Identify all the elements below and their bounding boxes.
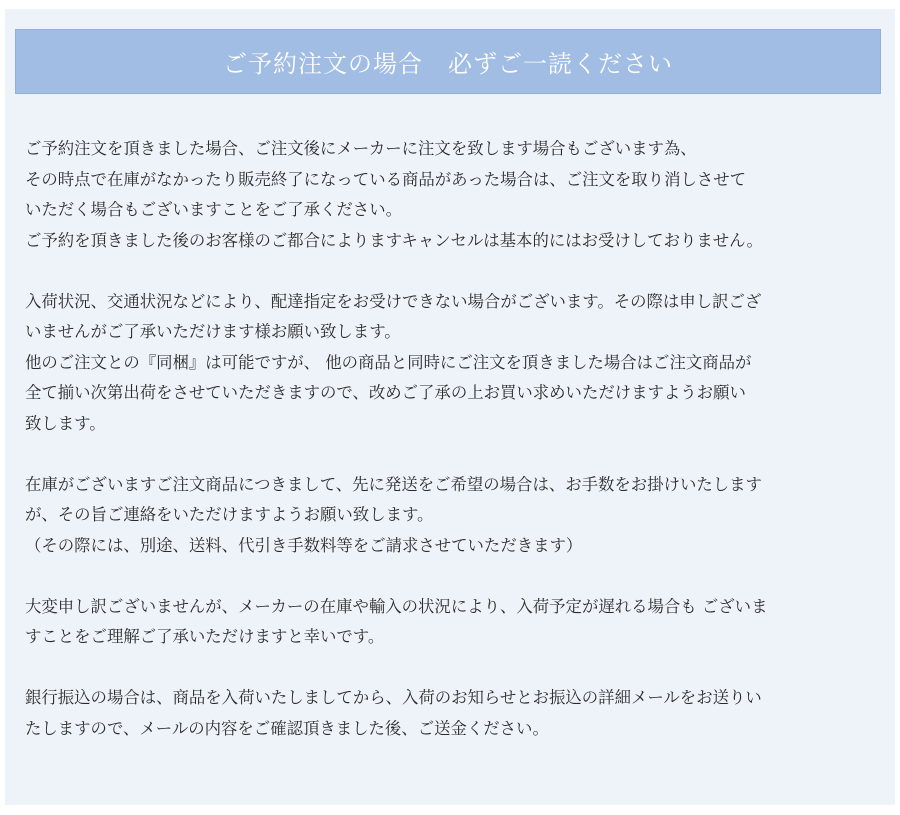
notice-title: ご予約注文の場合 必ずご一読ください [223,50,673,78]
text-line: （その際には、別途、送料、代引き手数料等をご請求させていただきます） [25,535,583,555]
text-line: 在庫がございますご注文商品につきまして、先に発送をご希望の場合は、お手数をお掛けいたします [25,474,762,494]
paragraph-delivery [25,287,887,440]
notice-header-bar [15,29,881,94]
text-line: ご予約注文を頂きました場合、ご注文後にメーカーに注文を致します場合もございます為、 [25,139,697,158]
paragraph-delay [25,592,887,653]
text-line: いただく場合もございますことをご了承ください。 [25,200,402,219]
paragraph-separate-shipping [25,470,887,562]
text-line: 他のご注文との『同梱』は可能ですが、 他の商品と同時にご注文を頂きました場合はご注文商品が [25,352,752,372]
text-line: ご予約を頂きました後のお客様のご都合によりますキャンセルは基本的にはお受けしておりません。 [25,230,763,250]
paragraph-bank-transfer [25,683,887,744]
text-line: 大変申し訳ございませんが、メーカーの在庫や輸入の状況により、入荷予定が遅れる場合も ございま [25,596,768,616]
notice-body [25,134,887,744]
text-line: すことをご理解ご了承いただけますと幸いです。 [25,627,385,646]
text-line: 致します。 [25,413,106,433]
text-line: たしますので、メールの内容をご確認頂きました後、ご送金ください。 [25,718,549,738]
text-line: が、その旨ご連絡をいただけますようお願い致します。 [25,505,434,524]
text-line: いませんがご了承いただけます様お願い致します。 [25,322,401,341]
text-line: その時点で在庫がなかったり販売終了になっている商品があった場合は、ご注文を取り消しさせて [25,169,747,189]
text-line: 銀行振込の場合は、商品を入荷いたしましてから、入荷のお知らせとお振込の詳細メールをお送りい [25,688,762,707]
notice-panel [5,9,895,805]
text-line: 入荷状況、交通状況などにより、配達指定をお受けできない場合がございます。その際は申し訳ござ [25,291,762,311]
text-line: 全て揃い次第出荷をさせていただきますので、改めご了承の上お買い求めいただけますようお願い [25,383,746,402]
paragraph-cancellation [25,134,887,256]
